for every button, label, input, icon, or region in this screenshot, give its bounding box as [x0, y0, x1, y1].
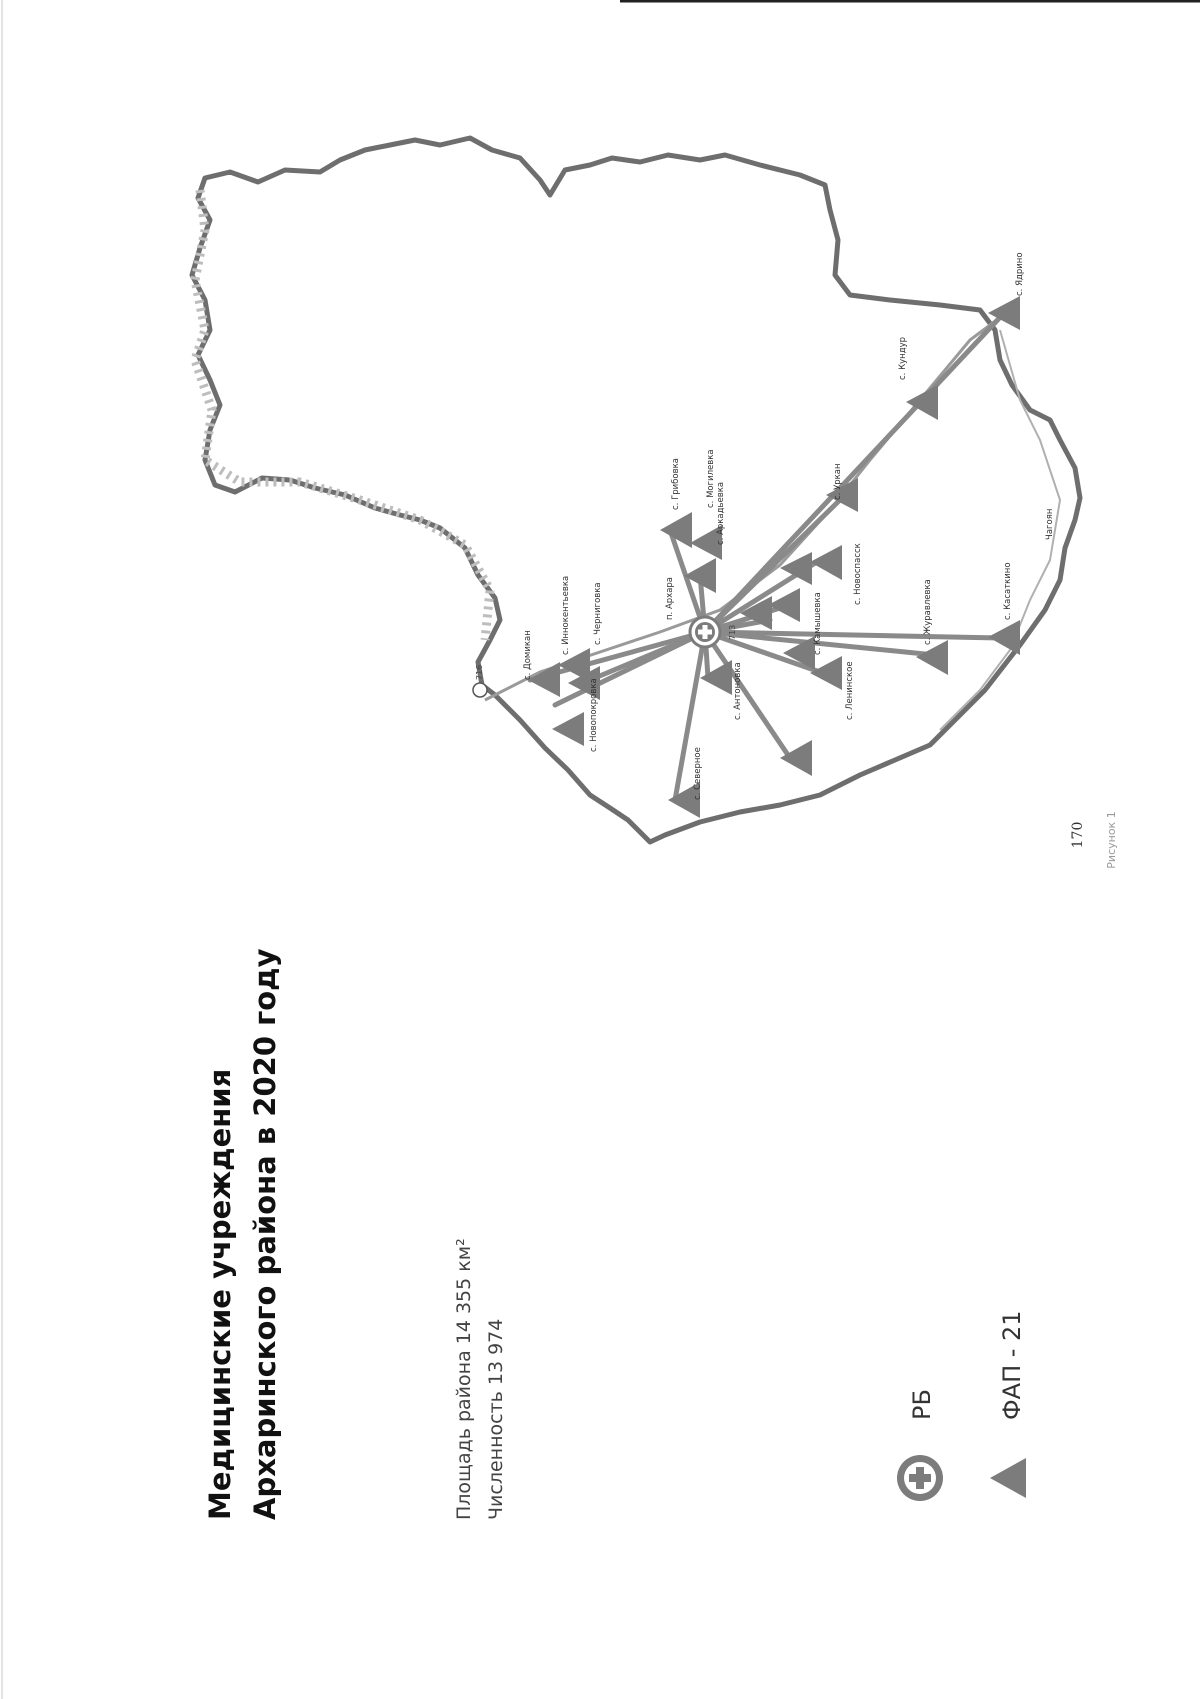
- figure-caption: Рисунок 1: [1105, 811, 1118, 869]
- district-hospital-marker: [690, 617, 720, 647]
- district-population: Численность 13 974: [485, 1318, 507, 1520]
- place-label: с. Касаткино: [1003, 562, 1013, 620]
- place-label: с. Журавлевка: [923, 579, 933, 645]
- svg-text:716: 716: [475, 664, 484, 680]
- place-label: с. Домикан: [523, 630, 533, 680]
- legend: [897, 1310, 1026, 1501]
- place-label: с. Северное: [693, 747, 703, 800]
- place-label: с. Новоспасск: [853, 543, 863, 605]
- place-label: с. Ядрино: [1015, 252, 1025, 296]
- place-label: с. Антоновка: [733, 662, 743, 720]
- place-label: с. Могилевка: [706, 449, 716, 508]
- page-number: 170: [1070, 821, 1086, 849]
- district-area: Площадь района 14 355 км²: [453, 1238, 475, 1520]
- place-label: с. Аркадьевка: [716, 481, 726, 545]
- place-label: с. Ленинское: [845, 661, 855, 720]
- place-label: с. Кундур: [898, 336, 908, 380]
- place-label: с. Иннокентьевка: [561, 575, 571, 655]
- legend-hospital-icon: [897, 1455, 943, 1501]
- hospital-place-label: п. Архара: [665, 576, 675, 620]
- district-map: [192, 138, 1080, 842]
- page-title-line1: Медицинские учреждения: [203, 1068, 237, 1520]
- legend-fap-label: ФАП - 21: [998, 1310, 1026, 1420]
- legend-fap-icon: [990, 1458, 1026, 1498]
- place-label: с. Грибовка: [671, 458, 681, 510]
- place-label: с. Уркан: [833, 463, 843, 500]
- district-boundary: [192, 138, 1080, 842]
- place-label: с. Новопокровка: [589, 678, 599, 752]
- place-label: с. Черниговка: [593, 582, 603, 645]
- road-label-713: 713: [728, 624, 737, 640]
- page-title-line2: Архаринского района в 2020 году: [248, 948, 282, 1520]
- legend-hospital-label: РБ: [908, 1389, 936, 1420]
- place-label: Чагоян: [1045, 508, 1055, 540]
- place-label: с. Камышевка: [813, 592, 823, 655]
